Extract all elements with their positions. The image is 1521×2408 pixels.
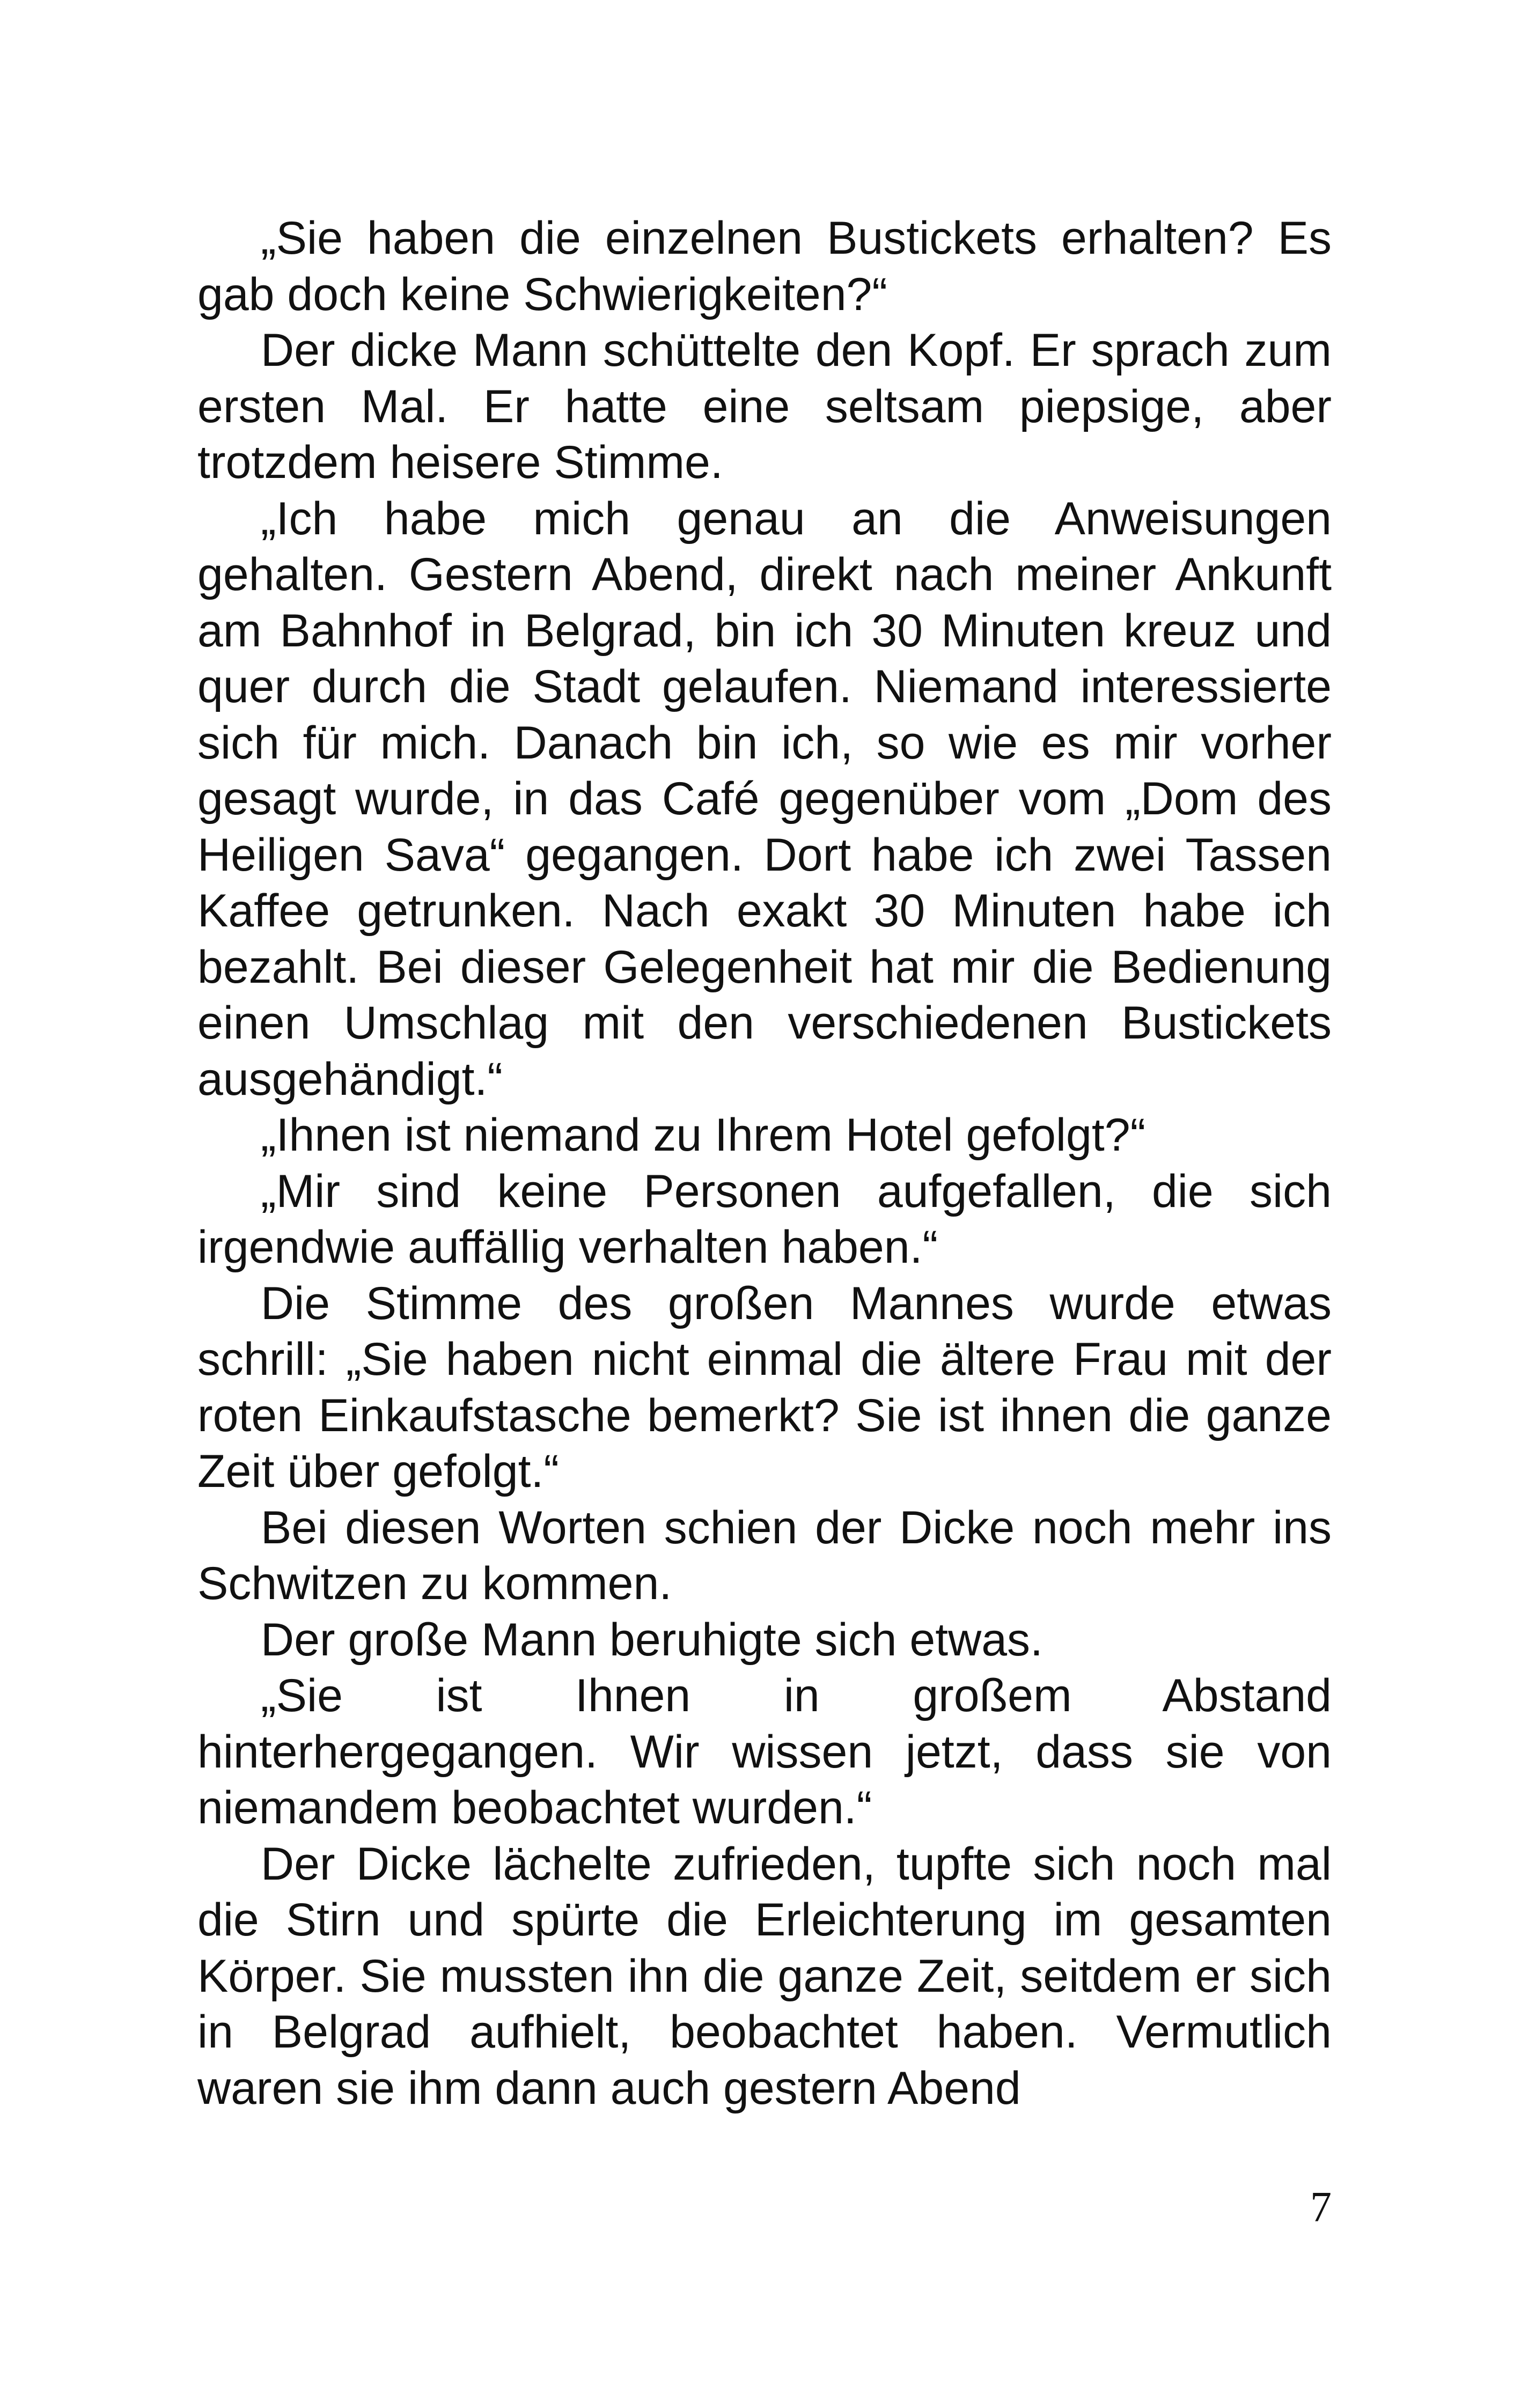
paragraph: „Ihnen ist niemand zu Ihrem Hotel gefolgt?“ xyxy=(261,1109,1146,1161)
paragraph: „Ich habe mich genau an die Anweisungen gehalten. Gestern Abend, direkt nach meiner Ankunft am Bahnhof in Belgrad, bin ich 30 Minuten kreuz und quer durch die Stadt gelaufen. Niemand interessierte sich für mich. Danach bin ich, so wie es mir vorher gesagt wurde, in das Café gegenüber vom „Dom des Heiligen Sava“ gegangen. Dort habe ich zwei Tassen Kaffee getrunken. Nach exakt 30 Minuten habe ich bezahlt. Bei dieser Gelegenheit hat mir die Bedienung einen Umschlag mit den verschiedenen Bustickets ausgehändigt.“ xyxy=(197,492,1332,1105)
paragraph: Der dicke Mann schüttelte den Kopf. Er sprach zum ersten Mal. Er hatte eine seltsam piepsige, aber trotzdem heisere Stimme. xyxy=(197,325,1332,488)
paragraph: „Sie ist Ihnen in großem Abstand hinterhergegangen. Wir wissen jetzt, dass sie von niemandem beobachtet wurden.“ xyxy=(197,1670,1332,1833)
paragraph: „Mir sind keine Personen aufgefallen, die sich irgendwie auffällig verhalten haben.“ xyxy=(197,1165,1332,1273)
paragraph: Der Dicke lächelte zufrieden, tupfte sich noch mal die Stirn und spürte die Erleichterung im gesamten Körper. Sie mussten ihn die ganze Zeit, seitdem er sich in Belgrad aufhielt, beobachtet haben. Vermutlich waren sie ihm dann auch gestern Abend xyxy=(197,1838,1332,2114)
paragraph: Der große Mann beruhigte sich etwas. xyxy=(261,1614,1043,1666)
paragraph: Die Stimme des großen Mannes wurde etwas schrill: „Sie haben nicht einmal die ältere Frau mit der roten Einkaufstasche bemerkt? Sie ist ihnen die ganze Zeit über gefolgt.“ xyxy=(197,1277,1332,1497)
paragraph: „Sie haben die einzelnen Bustickets erhalten? Es gab doch keine Schwierigkeiten?“ xyxy=(197,212,1332,320)
paragraph: Bei diesen Worten schien der Dicke noch mehr ins Schwitzen zu kommen. xyxy=(197,1501,1332,1609)
body-text xyxy=(197,210,1332,2116)
page-number: 7 xyxy=(1310,2184,1332,2231)
